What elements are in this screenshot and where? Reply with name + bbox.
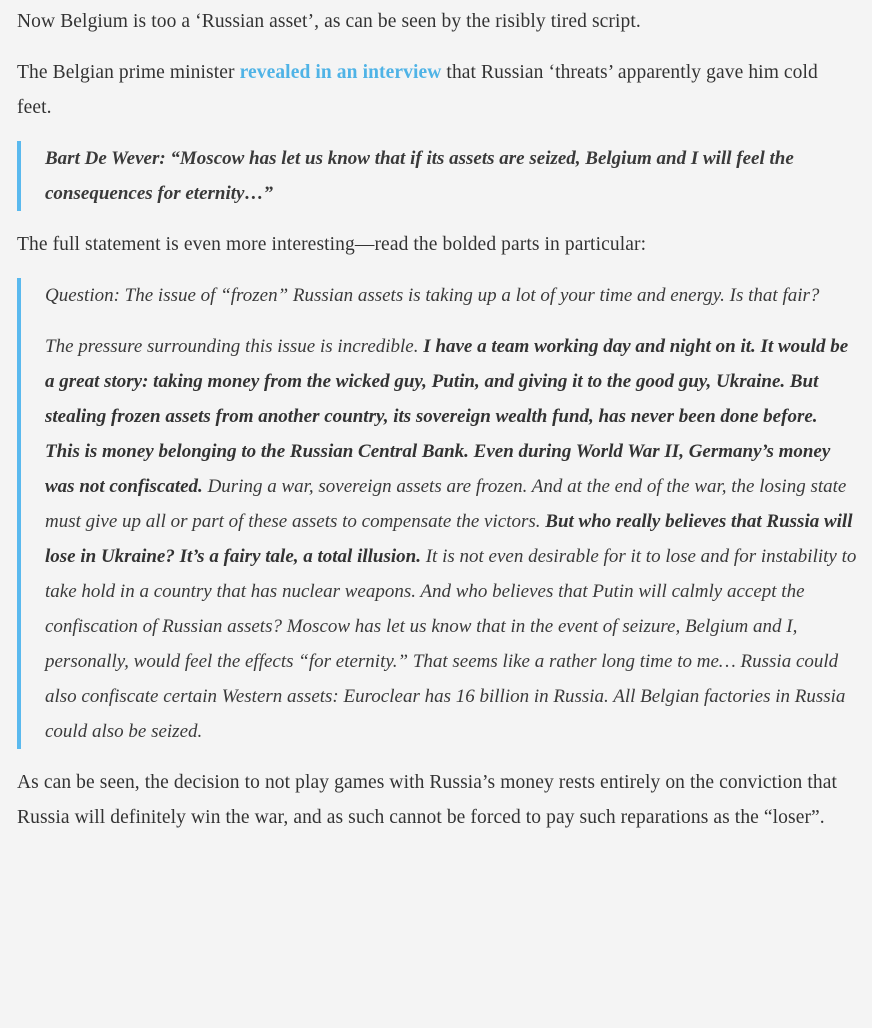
answer-text: It is not even desirable for it to lose and for instability to take hold in a country that has nuclear weapons. And who believes that Putin will calmly accept the confiscation of Russian assets? Moscow has let us know that in the event of seizure, Belgium and I, personally, would feel the effects “for eternity.” That seems like a rather long time to me… Russia could also confiscate certain Western assets: Euroclear has 16 billion in Russia. All Belgian factories in Russia could also be seized. — [45, 546, 857, 742]
quote-answer — [45, 329, 857, 749]
answer-text: During a war, sovereign assets are frozen. And at the end of the war, the losing state must give up all or part of these assets to compensate the victors. — [45, 476, 847, 532]
paragraph-intro: Now Belgium is too a ‘Russian asset’, as can be seen by the risibly tired script. — [17, 11, 641, 32]
answer-bold-text: I have a team working day and night on it. It would be a great story: taking money from the wicked guy, Putin, and giving it to the good guy, Ukraine. But stealing frozen assets from another country, its sovereign wealth fund, has never been done before. This is money belonging to the Russian Central Bank. Even during World War II, Germany’s money was not confiscated. — [45, 336, 849, 497]
answer-bold-text: But who really believes that Russia will lose in Ukraine? It’s a fairy tale, a total illusion. — [45, 511, 853, 567]
blockquote-de-wever — [17, 141, 857, 211]
quote-question: Question: The issue of “frozen” Russian assets is taking up a lot of your time and energy. Is that fair? — [45, 285, 820, 306]
paragraph-interview — [17, 55, 857, 125]
article-body — [0, 4, 857, 835]
interview-link[interactable]: revealed in an interview — [239, 62, 442, 83]
answer-text: The pressure surrounding this issue is incredible. — [45, 336, 424, 357]
paragraph-conclusion: As can be seen, the decision to not play games with Russia’s money rests entirely on the conviction that Russia will definitely win the war, and as such cannot be forced to pay such reparations as the “loser”. — [17, 772, 838, 828]
paragraph-text: that Russian ‘threats’ apparently gave him cold feet. — [17, 62, 818, 118]
paragraph-full-statement: The full statement is even more interesting—read the bolded parts in particular: — [17, 234, 647, 255]
blockquote-interview — [17, 278, 857, 749]
quote-text: Bart De Wever: “Moscow has let us know that if its assets are seized, Belgium and I will feel the consequences for eternity…” — [45, 148, 794, 204]
paragraph-text: The Belgian prime minister — [17, 62, 240, 83]
